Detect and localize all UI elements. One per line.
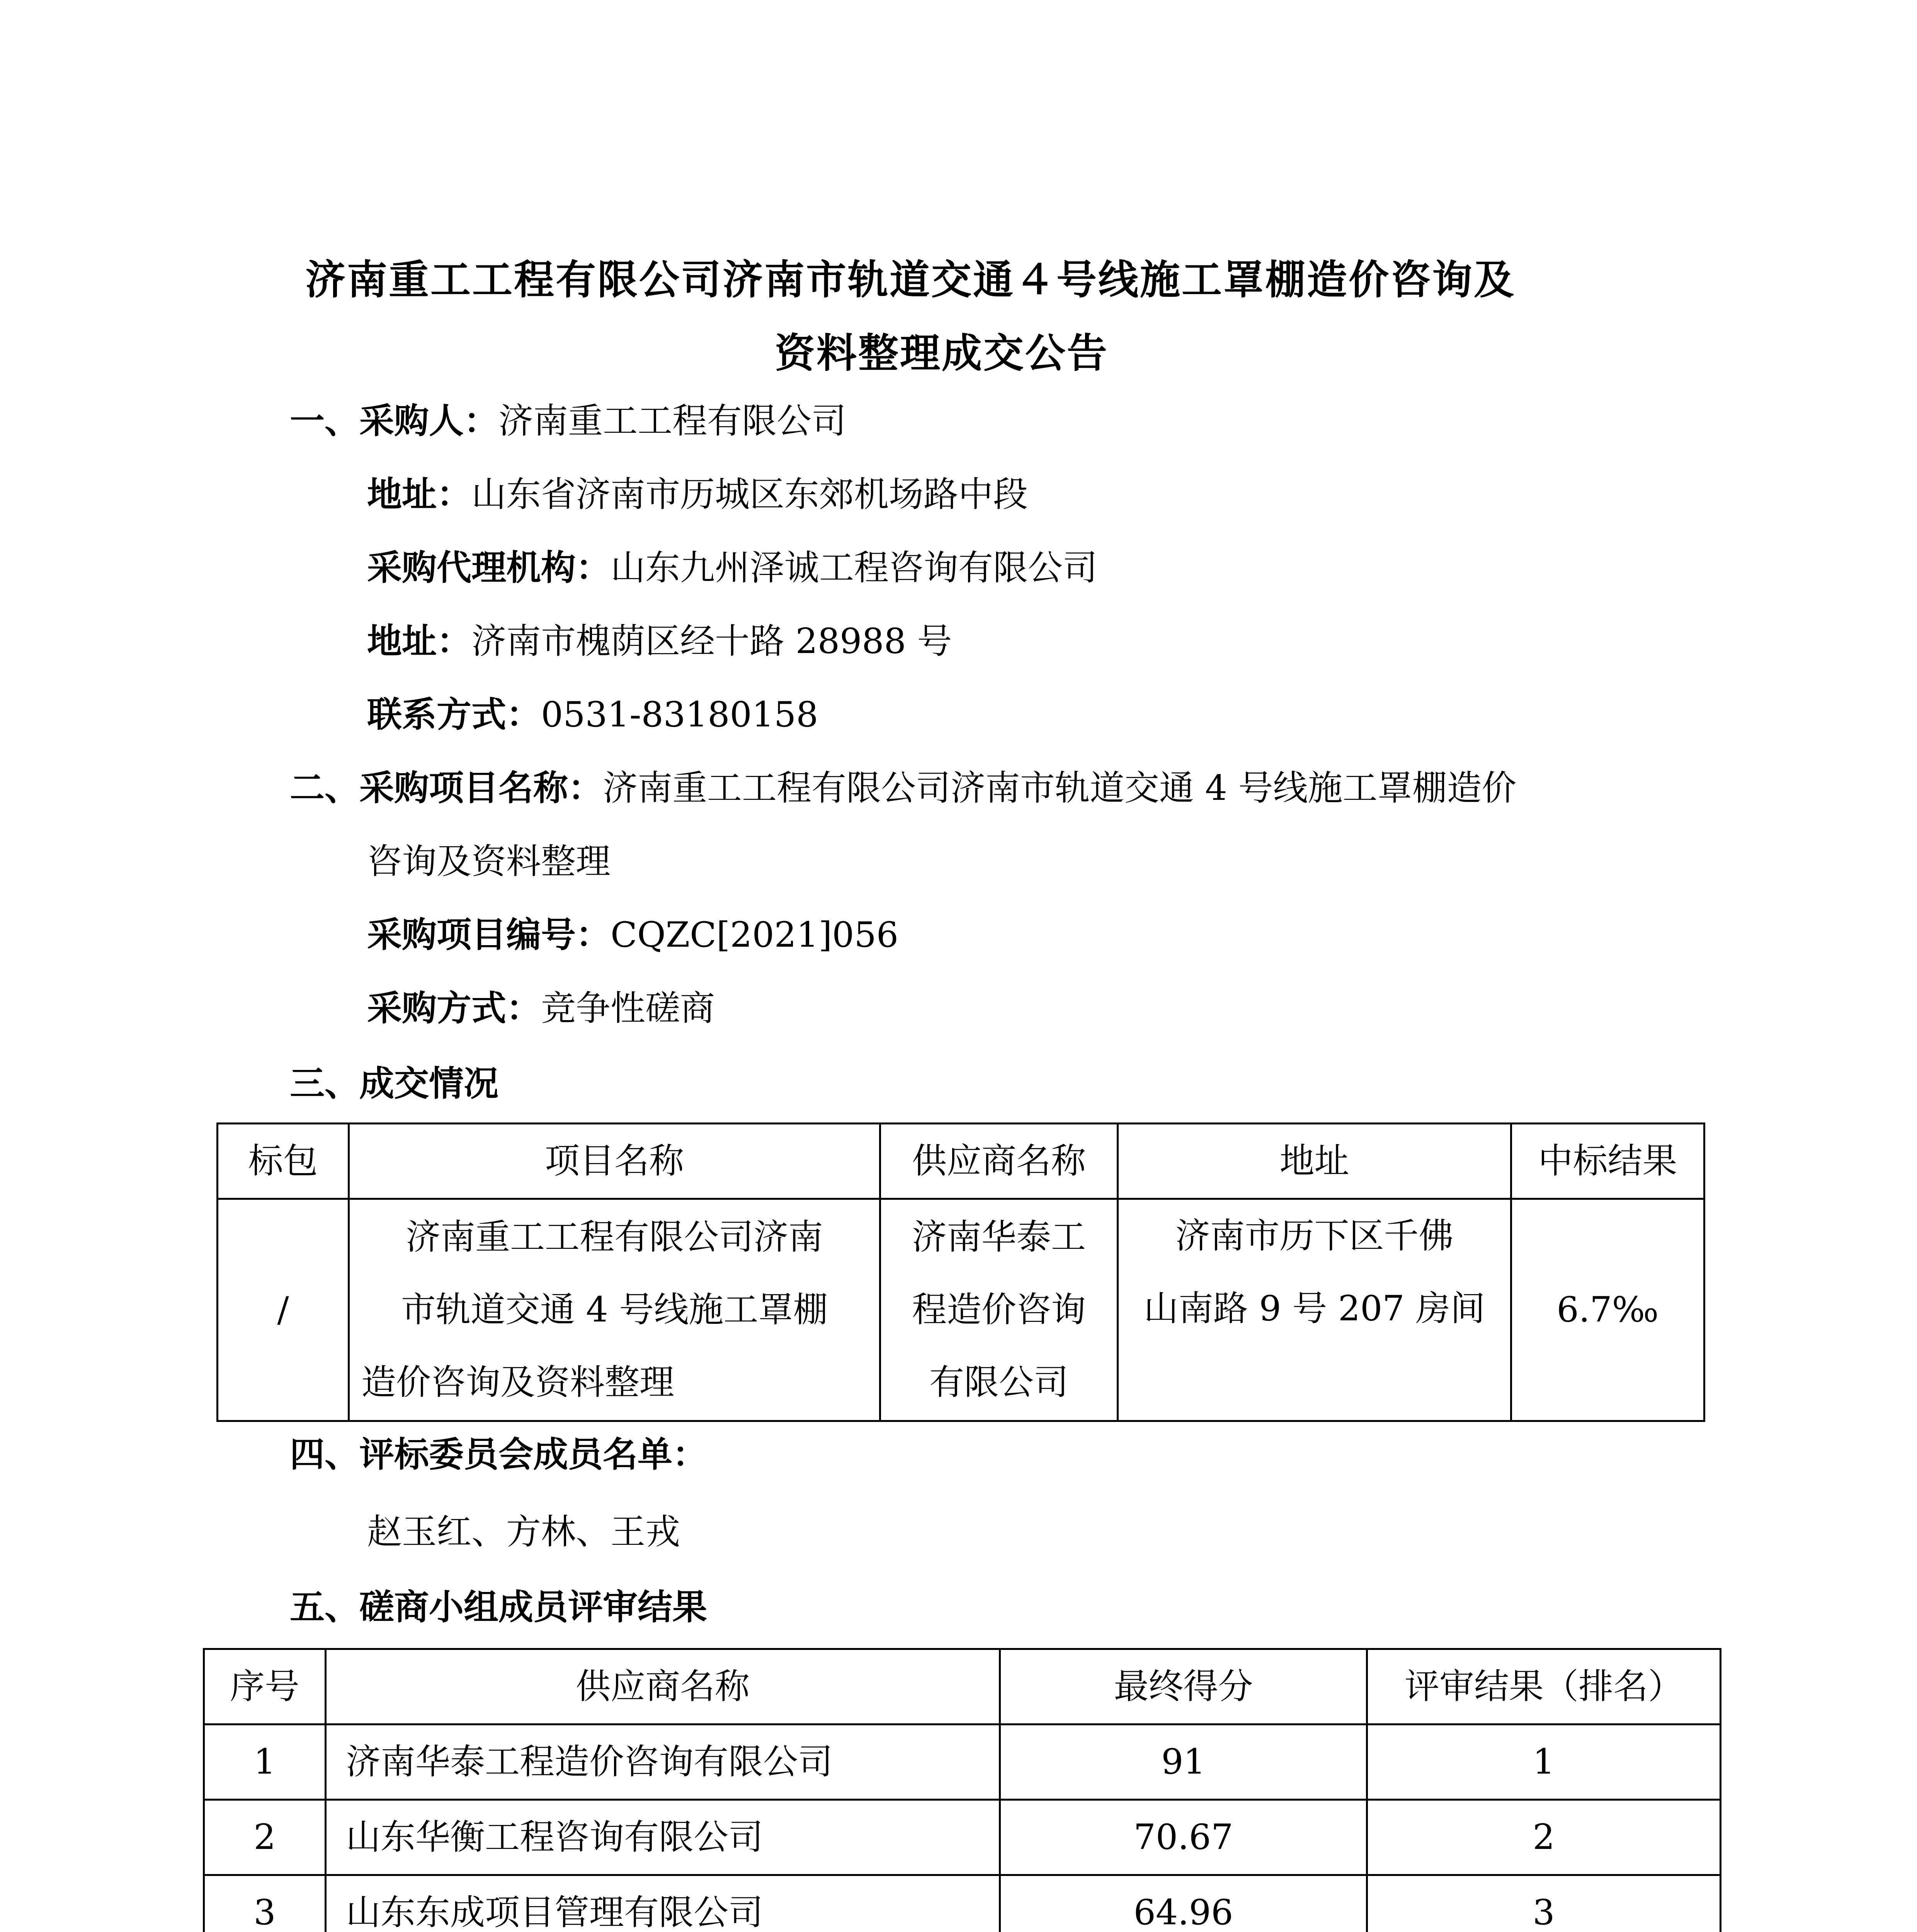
review-rank: 3: [1367, 1875, 1721, 1932]
table-row: [204, 1725, 1721, 1800]
section-5-label: 五、磋商小组成员评审结果: [290, 1587, 707, 1628]
award-address: [1118, 1199, 1511, 1421]
purchaser-address-line: [367, 475, 1028, 514]
review-score: 91: [1000, 1725, 1367, 1800]
committee-members: 赵玉红、方林、王戎: [367, 1512, 680, 1552]
award-table-header: [218, 1124, 1704, 1199]
purchaser-address-label: 地址：: [367, 474, 471, 515]
agency-address: 济南市槐荫区经十路 28988 号: [471, 621, 952, 662]
review-table: [203, 1648, 1721, 1932]
review-header-rank: 评审结果（排名）: [1367, 1649, 1721, 1725]
review-no: 3: [204, 1875, 326, 1932]
review-score: 64.96: [1000, 1875, 1367, 1932]
award-supplier: [880, 1199, 1118, 1421]
table-row: [204, 1875, 1721, 1932]
award-supplier-line: 程造价咨询: [912, 1289, 1086, 1330]
review-rank: 1: [1367, 1725, 1721, 1800]
review-no: 2: [204, 1800, 326, 1875]
review-score: 70.67: [1000, 1800, 1367, 1875]
section-1-purchaser: [290, 402, 846, 440]
award-project-line: 市轨道交通 4 号线施工罩棚: [401, 1289, 828, 1330]
review-header-score: 最终得分: [1000, 1649, 1367, 1725]
award-table-row: [218, 1199, 1704, 1421]
review-header-no: 序号: [204, 1649, 326, 1725]
agency-name: 山东九州泽诚工程咨询有限公司: [611, 548, 1097, 588]
purchaser-name: 济南重工工程有限公司: [498, 401, 846, 441]
section-2-project-name: [290, 769, 1516, 808]
award-header-supplier: 供应商名称: [880, 1124, 1118, 1199]
award-package: /: [218, 1199, 349, 1421]
purchase-method-label: 采购方式：: [367, 988, 541, 1029]
review-no: 1: [204, 1725, 326, 1800]
award-supplier-line: 有限公司: [929, 1362, 1068, 1403]
review-supplier: 山东华衡工程咨询有限公司: [326, 1800, 1000, 1875]
table-row: [204, 1800, 1721, 1875]
agency-address-line: [367, 622, 952, 661]
review-header-supplier: 供应商名称: [326, 1649, 1000, 1725]
award-header-package: 标包: [218, 1124, 349, 1199]
section-2-label: 二、采购项目名称：: [290, 768, 603, 808]
contact-value: 0531-83180158: [541, 694, 818, 735]
contact-label: 联系方式：: [367, 694, 541, 735]
review-supplier: 济南华泰工程造价咨询有限公司: [326, 1725, 1000, 1800]
review-table-header: [204, 1649, 1721, 1725]
section-3-label: 三、成交情况: [290, 1063, 498, 1104]
award-header-project: 项目名称: [349, 1124, 880, 1199]
award-project-line: 造价咨询及资料整理: [361, 1362, 674, 1403]
page-title-line2: 资料整理成交公告: [775, 330, 1109, 377]
project-code-label: 采购项目编号：: [367, 915, 611, 955]
award-header-address: 地址: [1118, 1124, 1511, 1199]
review-rank: 2: [1367, 1800, 1721, 1875]
award-address-line: 山南路 9 号 207 房间: [1143, 1288, 1485, 1329]
award-project-line: 济南重工工程有限公司济南: [406, 1217, 823, 1257]
award-project: [349, 1199, 880, 1421]
purchase-method: 竞争性磋商: [541, 988, 715, 1029]
award-result: 6.7‰: [1511, 1199, 1704, 1421]
agency-line: [367, 549, 1097, 587]
project-name-line2: 咨询及资料整理: [367, 841, 611, 882]
project-name-line1: 济南重工工程有限公司济南市轨道交通 4 号线施工罩棚造价: [603, 768, 1517, 808]
award-address-line: 济南市历下区千佛: [1175, 1216, 1454, 1256]
purchase-method-line: [367, 989, 715, 1028]
award-supplier-line: 济南华泰工: [912, 1217, 1086, 1257]
section-1-label: 一、采购人：: [290, 401, 498, 441]
review-supplier: 山东东成项目管理有限公司: [326, 1875, 1000, 1932]
page-title-line1: 济南重工工程有限公司济南市轨道交通４号线施工罩棚造价咨询及: [305, 256, 1516, 303]
project-code: CQZC[2021]056: [611, 915, 899, 955]
project-code-line: [367, 916, 898, 954]
award-table: [216, 1122, 1705, 1422]
agency-address-label: 地址：: [367, 621, 471, 662]
contact-line: [367, 696, 818, 734]
agency-label: 采购代理机构：: [367, 548, 611, 588]
award-header-result: 中标结果: [1511, 1124, 1704, 1199]
section-4-label: 四、评标委员会成员名单：: [290, 1434, 707, 1475]
purchaser-address: 山东省济南市历城区东郊机场路中段: [471, 474, 1028, 515]
